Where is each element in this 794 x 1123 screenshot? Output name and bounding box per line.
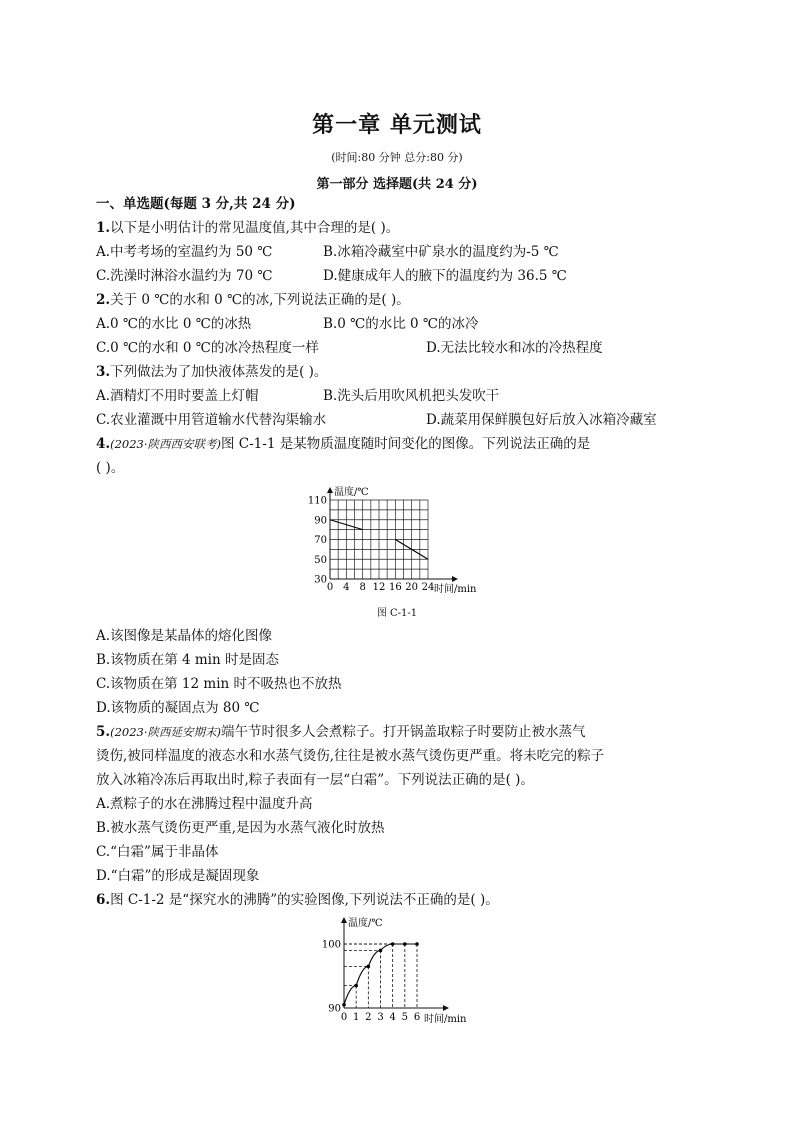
x-tick-label: 4	[389, 1012, 396, 1023]
question-number: 6.	[96, 892, 111, 908]
x-axis-label: 时间/min	[434, 584, 477, 595]
question-5	[96, 723, 586, 741]
question-stem: 图 C-1-1 是某物质温度随时间变化的图像。下列说法正确的是	[221, 436, 591, 452]
x-axis-arrow	[452, 576, 458, 582]
q4-option-c[interactable]: C.该物质在第 12 min 时不吸热也不放热	[96, 676, 342, 692]
y-tick-label: 90	[328, 1003, 341, 1015]
q4-option-a[interactable]: A.该图像是某晶体的熔化图像	[96, 628, 273, 644]
q2-option-d[interactable]: D.无法比较水和冰的冷热程度	[426, 340, 603, 356]
question-source: (2023·陕西西安联考)	[110, 437, 221, 451]
question-5-stem-cont: 烫伤,被同样温度的液态水和水蒸气烫伤,往往是被水蒸气烫伤更严重。将未吃完的粽子	[96, 748, 605, 764]
q3-option-d[interactable]: D.蔬菜用保鲜膜包好后放入冰箱冷藏室	[426, 412, 657, 428]
question-5-stem-cont: 放入冰箱冷冻后再取出时,粽子表面有一层“白霜”。下列说法正确的是( )。	[96, 772, 534, 788]
data-point	[403, 942, 407, 946]
question-number: 2.	[96, 292, 111, 308]
x-tick-label: 12	[372, 582, 386, 593]
data-point	[379, 949, 383, 953]
x-tick-label: 6	[413, 1012, 421, 1023]
y-axis-arrow	[341, 917, 347, 923]
x-tick-label: 4	[343, 582, 350, 593]
q2-option-c[interactable]: C.0 ℃的水和 0 ℃的冰冷热程度一样	[96, 340, 319, 356]
q2-option-a[interactable]: A.0 ℃的水比 0 ℃的冰热	[96, 316, 252, 332]
x-tick-label: 24	[421, 582, 435, 593]
x-tick-label: 1	[352, 1012, 360, 1023]
question-1	[96, 219, 399, 237]
q1-option-a[interactable]: A.中考考场的室温约为 50 ℃	[96, 244, 273, 260]
question-stem: 以下是小明估计的常见温度值,其中合理的是( )。	[110, 220, 400, 236]
x-tick-label: 5	[401, 1012, 409, 1023]
data-point	[342, 1003, 346, 1007]
question-stem: 下列做法为了加快液体蒸发的是( )。	[110, 364, 328, 380]
chart-c-1-1	[290, 484, 500, 602]
y-tick-label: 30	[314, 574, 327, 586]
data-point	[367, 965, 371, 969]
question-number: 3.	[96, 364, 111, 380]
q3-option-c[interactable]: C.农业灌溉中用管道输水代替沟渠输水	[96, 412, 327, 428]
question-source: (2023·陕西延安期末)	[110, 725, 221, 739]
y-axis-label: 温度/℃	[348, 918, 383, 929]
question-number: 5.	[96, 724, 111, 740]
x-tick-label: 16	[388, 582, 402, 593]
y-axis-arrow	[327, 487, 333, 493]
question-number: 1.	[96, 220, 111, 236]
question-2	[96, 291, 410, 309]
x-axis-arrow	[443, 1005, 449, 1011]
y-tick-label: 90	[314, 515, 327, 527]
q3-option-a[interactable]: A.酒精灯不用时要盖上灯帽	[96, 388, 259, 404]
data-point	[354, 984, 358, 988]
q2-option-b[interactable]: B.0 ℃的水比 0 ℃的冰冷	[323, 316, 479, 332]
chart-c-1-2	[300, 914, 480, 1028]
x-tick-label: 2	[365, 1012, 372, 1023]
x-tick-label: 3	[377, 1012, 384, 1023]
q5-option-b[interactable]: B.被水蒸气烫伤更严重,是因为水蒸气液化时放热	[96, 820, 385, 836]
q4-option-b[interactable]: B.该物质在第 4 min 时是固态	[96, 652, 279, 668]
question-4	[96, 435, 590, 453]
q4-option-d[interactable]: D.该物质的凝固点为 80 ℃	[96, 700, 260, 716]
q3-option-b[interactable]: B.洗头后用吹风机把头发吹干	[323, 388, 500, 404]
data-point	[415, 942, 419, 946]
question-6	[96, 891, 499, 909]
question-stem: 关于 0 ℃的水和 0 ℃的冰,下列说法正确的是( )。	[110, 292, 410, 308]
x-tick-label: 8	[359, 582, 366, 593]
q5-option-c[interactable]: C.“白霜”属于非晶体	[96, 844, 219, 860]
exam-info: (时间:80 分钟 总分:80 分)	[331, 151, 463, 164]
q5-option-d[interactable]: D.“白霜”的形成是凝固现象	[96, 868, 260, 884]
part-heading: 第一部分 选择题(共 24 分)	[316, 177, 478, 192]
page-title: 第一章 单元测试	[312, 113, 482, 138]
question-4-stem-cont: ( )。	[96, 460, 125, 476]
y-axis-label: 温度/℃	[334, 487, 369, 498]
q5-option-a[interactable]: A.煮粽子的水在沸腾过程中温度升高	[96, 796, 313, 812]
y-tick-label: 110	[307, 495, 327, 507]
y-tick-label: 50	[314, 554, 327, 566]
section-heading: 一、单选题(每题 3 分,共 24 分)	[96, 196, 296, 212]
question-stem: 端午节时很多人会煮粽子。打开锅盖取粽子时要防止被水蒸气	[221, 724, 586, 740]
y-tick-label: 70	[314, 535, 327, 546]
data-point	[391, 942, 395, 946]
question-stem: 图 C-1-2 是“探究水的沸腾”的实验图像,下列说法不正确的是( )。	[110, 892, 499, 908]
question-number: 4.	[96, 436, 111, 452]
x-axis-label: 时间/min	[424, 1014, 467, 1025]
q1-option-c[interactable]: C.洗澡时淋浴水温约为 70 ℃	[96, 268, 273, 284]
x-tick-label: 0	[340, 1012, 348, 1023]
y-tick-label: 100	[321, 939, 341, 951]
q1-option-d[interactable]: D.健康成年人的腋下的温度约为 36.5 ℃	[323, 268, 567, 284]
chart-caption: 图 C-1-1	[376, 608, 418, 619]
question-3	[96, 363, 327, 381]
q1-option-b[interactable]: B.冰箱冷藏室中矿泉水的温度约为-5 ℃	[323, 244, 559, 260]
x-tick-label: 0	[326, 582, 334, 593]
x-tick-label: 20	[405, 582, 419, 593]
